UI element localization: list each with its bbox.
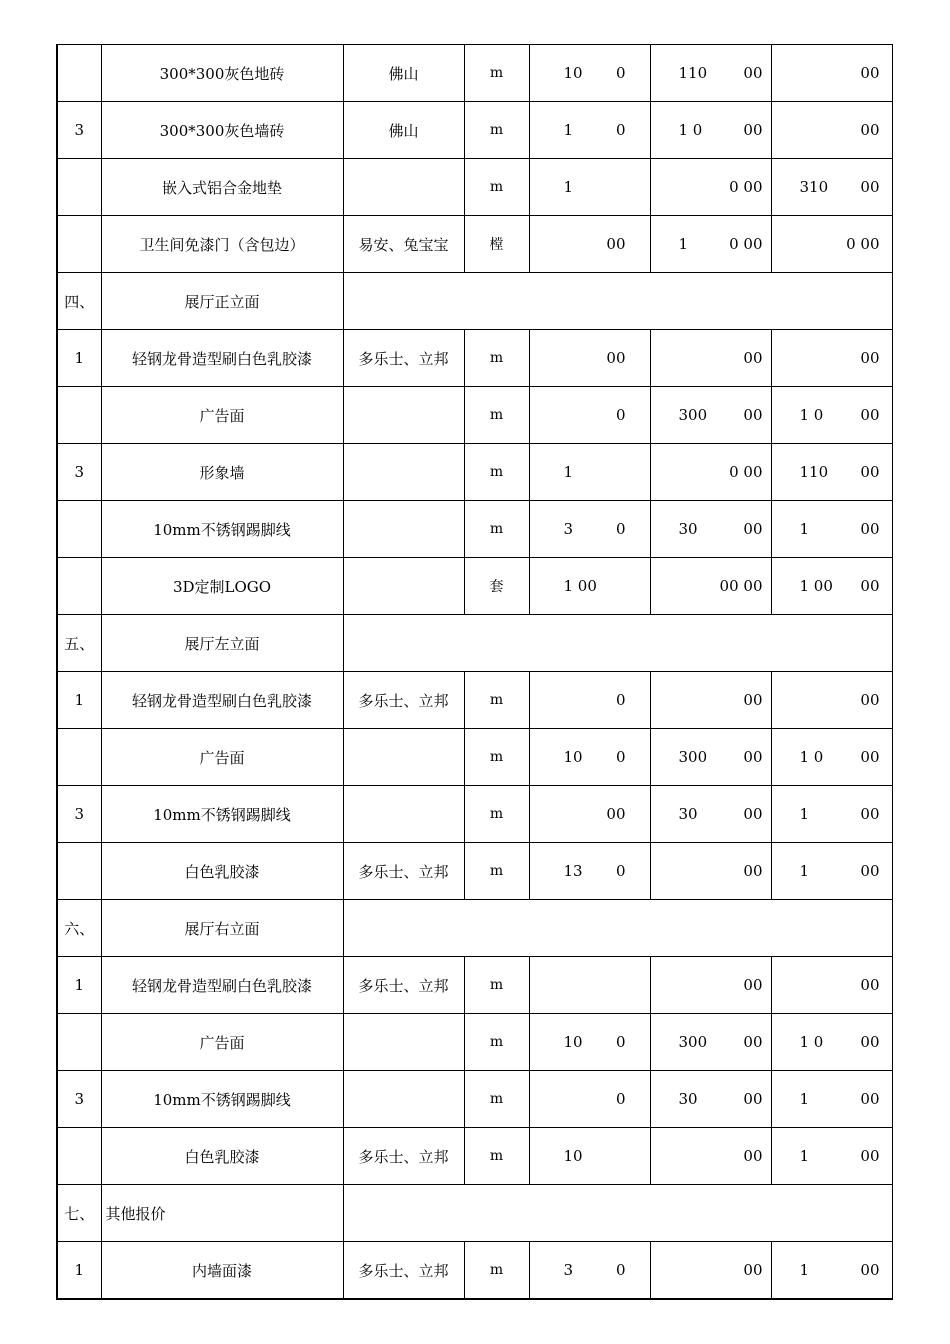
row-index: 1 <box>57 957 101 1014</box>
amount-part-2: 00 <box>860 520 880 538</box>
item-brand <box>343 558 464 615</box>
row-index <box>57 387 101 444</box>
table-row <box>57 558 892 615</box>
row-index: 四、 <box>57 273 101 330</box>
amount-cell <box>771 729 892 786</box>
unit-price-cell <box>650 45 771 102</box>
amount-part-1: 1 <box>799 520 810 538</box>
quantity-cell <box>529 672 650 729</box>
item-name: 广告面 <box>101 387 343 444</box>
quantity-cell <box>529 729 650 786</box>
quantity-part-2: 0 <box>615 520 626 538</box>
table-row <box>57 387 892 444</box>
unit-price-part-1: 300 <box>678 1033 708 1051</box>
quantity-cell <box>529 1071 650 1128</box>
amount-part-1: 1 <box>799 1147 810 1165</box>
amount-part-2: 00 <box>860 748 880 766</box>
item-brand: 多乐士、立邦 <box>343 1242 464 1300</box>
table-row <box>57 102 892 159</box>
quantity-part-2: 0 <box>615 862 626 880</box>
item-unit: 套 <box>464 558 529 615</box>
amount-part-1: 110 <box>799 463 829 481</box>
amount-cell <box>771 1071 892 1128</box>
item-name: 300*300灰色地砖 <box>101 45 343 102</box>
amount-cell <box>771 45 892 102</box>
amount-cell <box>771 1128 892 1185</box>
quantity-cell <box>529 102 650 159</box>
unit-price-cell <box>650 957 771 1014</box>
table-row <box>57 729 892 786</box>
amount-cell <box>771 102 892 159</box>
amount-part-2: 00 <box>860 805 880 823</box>
amount-cell <box>771 159 892 216</box>
row-index: 3 <box>57 444 101 501</box>
amount-part-2: 00 <box>860 1033 880 1051</box>
amount-cell <box>771 444 892 501</box>
amount-part-2: 00 <box>860 691 880 709</box>
amount-cell <box>771 1014 892 1071</box>
quantity-part-2: 0 <box>615 1261 626 1279</box>
quantity-part-2: 00 <box>606 235 626 253</box>
section-title: 展厅左立面 <box>101 615 343 672</box>
quantity-part-2: 0 <box>615 121 626 139</box>
table-row <box>57 330 892 387</box>
quantity-cell <box>529 387 650 444</box>
item-brand: 多乐士、立邦 <box>343 672 464 729</box>
unit-price-cell <box>650 387 771 444</box>
table-row <box>57 1014 892 1071</box>
table-row <box>57 1071 892 1128</box>
item-name: 300*300灰色墙砖 <box>101 102 343 159</box>
quantity-part-1: 3 <box>563 1261 574 1279</box>
item-unit: m <box>464 387 529 444</box>
item-name: 10mm不锈钢踢脚线 <box>101 786 343 843</box>
amount-part-1: 1 0 <box>799 406 824 424</box>
unit-price-part-2: 00 <box>743 805 763 823</box>
row-index: 七、 <box>57 1185 101 1242</box>
unit-price-part-2: 00 <box>743 1033 763 1051</box>
section-blank <box>343 900 892 957</box>
item-unit: m <box>464 1014 529 1071</box>
item-brand <box>343 729 464 786</box>
amount-part-1: 1 <box>799 1090 810 1108</box>
item-name: 白色乳胶漆 <box>101 843 343 900</box>
quantity-part-1: 1 00 <box>563 577 597 595</box>
item-name: 嵌入式铝合金地垫 <box>101 159 343 216</box>
item-unit: m <box>464 843 529 900</box>
item-brand: 佛山 <box>343 102 464 159</box>
unit-price-cell <box>650 786 771 843</box>
row-index <box>57 159 101 216</box>
table-row <box>57 501 892 558</box>
item-name: 轻钢龙骨造型刷白色乳胶漆 <box>101 672 343 729</box>
amount-cell <box>771 216 892 273</box>
amount-cell <box>771 1242 892 1300</box>
item-brand <box>343 1071 464 1128</box>
quantity-cell <box>529 501 650 558</box>
amount-part-2: 00 <box>860 862 880 880</box>
quote-table-body <box>57 45 892 1300</box>
section-row <box>57 273 892 330</box>
unit-price-cell <box>650 159 771 216</box>
quantity-cell <box>529 330 650 387</box>
unit-price-part-1: 1 <box>678 235 689 253</box>
table-row <box>57 957 892 1014</box>
unit-price-cell <box>650 102 771 159</box>
quantity-part-1: 1 <box>563 463 574 481</box>
unit-price-part-1: 30 <box>678 805 698 823</box>
row-index <box>57 216 101 273</box>
amount-part-2: 00 <box>860 1261 880 1279</box>
amount-part-2: 00 <box>860 976 880 994</box>
unit-price-cell <box>650 1128 771 1185</box>
unit-price-cell <box>650 672 771 729</box>
row-index <box>57 1014 101 1071</box>
item-brand <box>343 159 464 216</box>
unit-price-cell <box>650 729 771 786</box>
item-unit: m <box>464 1128 529 1185</box>
item-name: 10mm不锈钢踢脚线 <box>101 1071 343 1128</box>
quote-table <box>56 44 893 1300</box>
unit-price-part-1: 110 <box>678 64 708 82</box>
unit-price-cell <box>650 444 771 501</box>
item-unit: m <box>464 159 529 216</box>
item-unit: m <box>464 672 529 729</box>
unit-price-part-2: 00 <box>743 121 763 139</box>
amount-part-2: 00 <box>860 463 880 481</box>
section-row <box>57 900 892 957</box>
item-brand: 多乐士、立邦 <box>343 1128 464 1185</box>
section-title: 其他报价 <box>101 1185 343 1242</box>
item-brand: 多乐士、立邦 <box>343 957 464 1014</box>
unit-price-part-2: 00 <box>743 691 763 709</box>
item-brand <box>343 1014 464 1071</box>
amount-cell <box>771 387 892 444</box>
amount-part-1: 1 00 <box>799 577 833 595</box>
row-index <box>57 1128 101 1185</box>
amount-cell <box>771 501 892 558</box>
quantity-part-2: 00 <box>606 805 626 823</box>
quantity-cell <box>529 45 650 102</box>
unit-price-part-2: 00 <box>743 520 763 538</box>
unit-price-part-2: 0 00 <box>729 178 763 196</box>
item-unit: m <box>464 1242 529 1300</box>
quantity-part-1: 1 <box>563 178 574 196</box>
quantity-cell <box>529 1014 650 1071</box>
row-index <box>57 729 101 786</box>
unit-price-part-1: 1 0 <box>678 121 703 139</box>
row-index: 3 <box>57 786 101 843</box>
unit-price-part-2: 00 <box>743 1147 763 1165</box>
quantity-part-1: 1 <box>563 121 574 139</box>
table-row <box>57 45 892 102</box>
item-brand <box>343 501 464 558</box>
amount-cell <box>771 957 892 1014</box>
row-index <box>57 558 101 615</box>
item-unit: m <box>464 786 529 843</box>
amount-part-2: 00 <box>860 1090 880 1108</box>
unit-price-part-1: 300 <box>678 406 708 424</box>
item-name: 10mm不锈钢踢脚线 <box>101 501 343 558</box>
unit-price-part-2: 0 00 <box>729 235 763 253</box>
item-brand <box>343 444 464 501</box>
unit-price-cell <box>650 216 771 273</box>
unit-price-part-2: 0 00 <box>729 463 763 481</box>
amount-cell <box>771 786 892 843</box>
table-row <box>57 444 892 501</box>
item-brand: 易安、兔宝宝 <box>343 216 464 273</box>
unit-price-cell <box>650 558 771 615</box>
item-unit: 樘 <box>464 216 529 273</box>
item-name: 轻钢龙骨造型刷白色乳胶漆 <box>101 957 343 1014</box>
table-row <box>57 843 892 900</box>
item-brand: 多乐士、立邦 <box>343 843 464 900</box>
unit-price-part-2: 00 <box>743 406 763 424</box>
amount-cell <box>771 843 892 900</box>
item-brand <box>343 786 464 843</box>
row-index: 五、 <box>57 615 101 672</box>
amount-part-2: 0 00 <box>846 235 880 253</box>
quantity-cell <box>529 444 650 501</box>
quantity-cell <box>529 216 650 273</box>
item-unit: m <box>464 1071 529 1128</box>
item-name: 3D定制LOGO <box>101 558 343 615</box>
item-brand <box>343 387 464 444</box>
amount-part-1: 1 <box>799 1261 810 1279</box>
unit-price-part-2: 00 <box>743 976 763 994</box>
table-row <box>57 1242 892 1300</box>
amount-cell <box>771 672 892 729</box>
item-name: 内墙面漆 <box>101 1242 343 1300</box>
amount-part-2: 00 <box>860 1147 880 1165</box>
amount-part-1: 310 <box>799 178 829 196</box>
table-row <box>57 672 892 729</box>
item-name: 广告面 <box>101 729 343 786</box>
section-blank <box>343 615 892 672</box>
quantity-part-2: 0 <box>615 691 626 709</box>
quantity-cell <box>529 558 650 615</box>
item-name: 形象墙 <box>101 444 343 501</box>
section-row <box>57 1185 892 1242</box>
item-name: 白色乳胶漆 <box>101 1128 343 1185</box>
section-blank <box>343 273 892 330</box>
quantity-part-2: 00 <box>606 349 626 367</box>
item-name: 卫生间免漆门（含包边） <box>101 216 343 273</box>
unit-price-cell <box>650 501 771 558</box>
unit-price-part-1: 300 <box>678 748 708 766</box>
quantity-part-1: 13 <box>563 862 583 880</box>
item-brand: 佛山 <box>343 45 464 102</box>
item-unit: m <box>464 957 529 1014</box>
unit-price-part-2: 00 <box>743 862 763 880</box>
amount-part-2: 00 <box>860 178 880 196</box>
row-index: 1 <box>57 1242 101 1300</box>
item-brand: 多乐士、立邦 <box>343 330 464 387</box>
quantity-cell <box>529 786 650 843</box>
quantity-part-1: 3 <box>563 520 574 538</box>
item-name: 轻钢龙骨造型刷白色乳胶漆 <box>101 330 343 387</box>
table-row <box>57 159 892 216</box>
amount-part-1: 1 <box>799 805 810 823</box>
row-index <box>57 45 101 102</box>
quantity-part-2: 0 <box>615 1090 626 1108</box>
section-row <box>57 615 892 672</box>
unit-price-part-2: 00 <box>743 349 763 367</box>
amount-part-1: 1 0 <box>799 748 824 766</box>
amount-part-2: 00 <box>860 349 880 367</box>
unit-price-cell <box>650 1014 771 1071</box>
quantity-part-2: 0 <box>615 406 626 424</box>
unit-price-part-2: 00 00 <box>719 577 763 595</box>
quantity-part-2: 0 <box>615 1033 626 1051</box>
row-index: 3 <box>57 102 101 159</box>
amount-part-2: 00 <box>860 121 880 139</box>
row-index <box>57 843 101 900</box>
unit-price-part-1: 30 <box>678 1090 698 1108</box>
table-row <box>57 216 892 273</box>
row-index: 1 <box>57 330 101 387</box>
table-row <box>57 1128 892 1185</box>
row-index: 六、 <box>57 900 101 957</box>
unit-price-part-2: 00 <box>743 1261 763 1279</box>
unit-price-cell <box>650 330 771 387</box>
item-unit: m <box>464 729 529 786</box>
quantity-cell <box>529 159 650 216</box>
unit-price-cell <box>650 1071 771 1128</box>
quantity-part-1: 10 <box>563 64 583 82</box>
unit-price-part-2: 00 <box>743 1090 763 1108</box>
item-unit: m <box>464 444 529 501</box>
quantity-part-1: 10 <box>563 748 583 766</box>
quantity-part-1: 10 <box>563 1147 583 1165</box>
row-index: 1 <box>57 672 101 729</box>
quantity-part-2: 0 <box>615 748 626 766</box>
quantity-cell <box>529 843 650 900</box>
unit-price-part-1: 30 <box>678 520 698 538</box>
row-index: 3 <box>57 1071 101 1128</box>
amount-part-2: 00 <box>860 406 880 424</box>
unit-price-cell <box>650 1242 771 1300</box>
item-unit: m <box>464 102 529 159</box>
item-unit: m <box>464 330 529 387</box>
unit-price-part-2: 00 <box>743 64 763 82</box>
row-index <box>57 501 101 558</box>
unit-price-part-2: 00 <box>743 748 763 766</box>
table-row <box>57 786 892 843</box>
amount-part-1: 1 <box>799 862 810 880</box>
quantity-part-1: 10 <box>563 1033 583 1051</box>
item-unit: m <box>464 501 529 558</box>
section-blank <box>343 1185 892 1242</box>
item-name: 广告面 <box>101 1014 343 1071</box>
amount-cell <box>771 558 892 615</box>
quantity-cell <box>529 957 650 1014</box>
unit-price-cell <box>650 843 771 900</box>
quantity-cell <box>529 1242 650 1300</box>
amount-cell <box>771 330 892 387</box>
section-title: 展厅正立面 <box>101 273 343 330</box>
quantity-cell <box>529 1128 650 1185</box>
amount-part-1: 1 0 <box>799 1033 824 1051</box>
amount-part-2: 00 <box>860 64 880 82</box>
amount-part-2: 00 <box>860 577 880 595</box>
item-unit: m <box>464 45 529 102</box>
quantity-part-2: 0 <box>615 64 626 82</box>
section-title: 展厅右立面 <box>101 900 343 957</box>
